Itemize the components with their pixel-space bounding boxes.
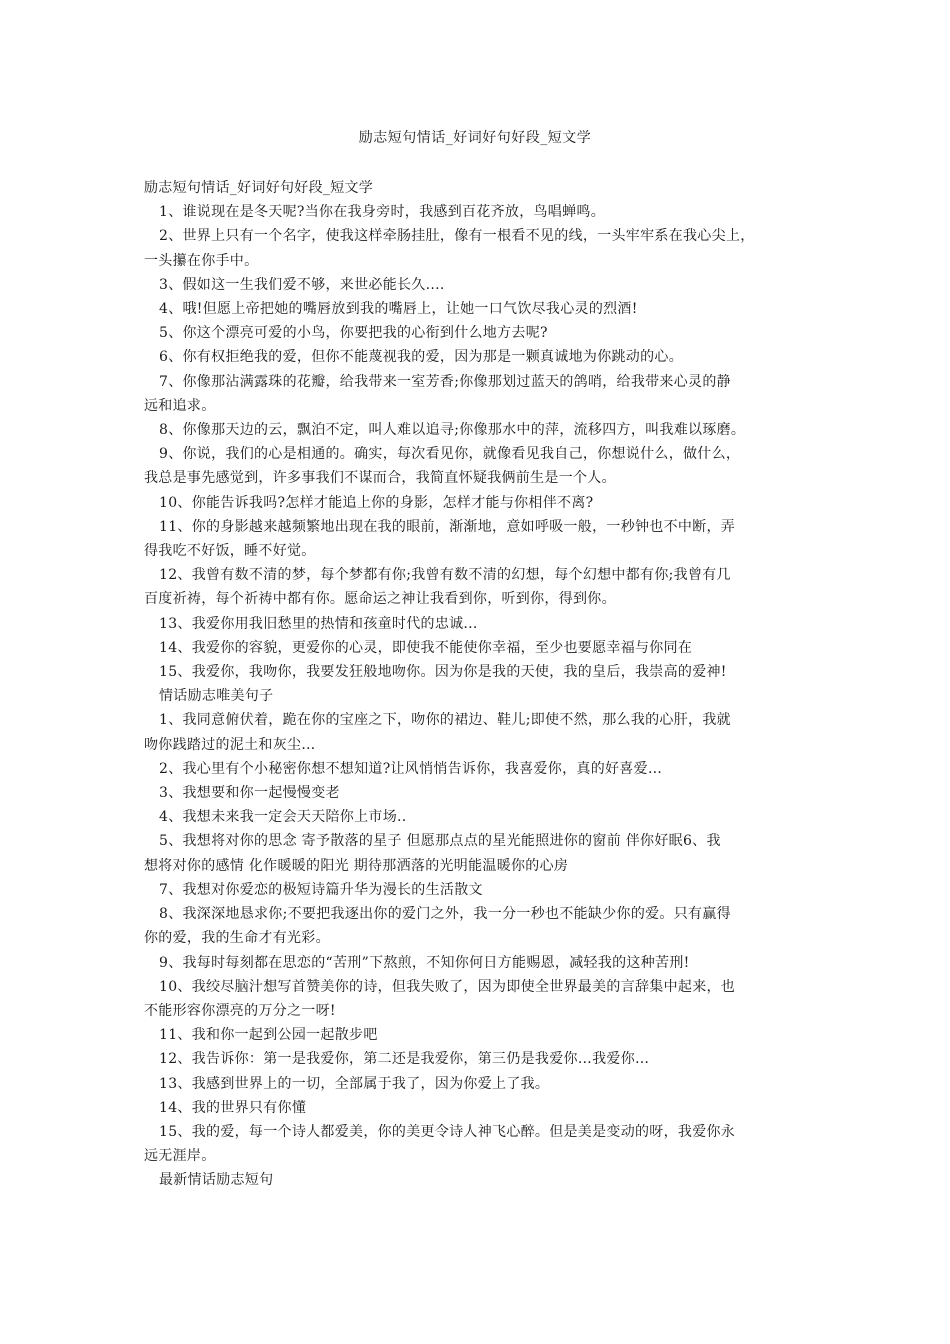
text-line: 6、你有权拒绝我的爱，但你不能蔑视我的爱，因为那是一颗真诚地为你跳动的心。: [159, 349, 684, 366]
text-line: 9、我每时每刻都在思恋的“苦刑”下熬煎，不知你何日方能赐恩，减轻我的这种苦刑!: [159, 954, 690, 971]
text-line: 9、你说，我们的心是相通的。确实，每次看见你，就像看见我自己，你想说什么，做什么，: [159, 446, 741, 463]
text-line: 10、你能告诉我吗?怎样才能追上你的身影，怎样才能与你相伴不离?: [159, 494, 594, 511]
text-line: 4、哦!但愿上帝把她的嘴唇放到我的嘴唇上，让她一口气饮尽我心灵的烈酒!: [159, 301, 638, 318]
text-line: 15、我爱你，我吻你，我要发狂般地吻你。因为你是我的天使，我的皇后，我崇高的爱神!: [159, 664, 727, 681]
text-line: 想将对你的感情 化作暖暖的阳光 期待那洒落的光明能温暖你的心房: [144, 857, 569, 874]
text-line: 8、我深深地恳求你;不要把我逐出你的爱门之外，我一分一秒也不能缺少你的爱。只有赢得: [159, 906, 731, 923]
text-line: 4、我想未来我一定会天天陪你上市场..: [159, 809, 407, 826]
text-line: 5、我想将对你的思念 寄予散落的星子 但愿那点点的星光能照进你的窗前 伴你好眠6、我: [159, 833, 721, 850]
text-line: 2、我心里有个小秘密你想不想知道?让风悄悄告诉你，我喜爱你，真的好喜爱…: [159, 760, 663, 777]
text-line: 3、我想要和你一起慢慢变老: [159, 785, 340, 802]
document-title: 励志短句情话_好词好句好段_短文学: [358, 130, 592, 146]
text-line: 11、我和你一起到公园一起散步吧: [159, 1027, 378, 1044]
text-line: 12、我告诉你：第一是我爱你，第二还是我爱你，第三仍是我爱你…我爱你…: [159, 1051, 650, 1068]
text-line: 我总是事先感觉到，许多事我们不谋而合，我简直怀疑我俩前生是一个人。: [144, 470, 616, 487]
text-line: 2、世界上只有一个名字，使我这样牵肠挂肚，像有一根看不见的线，一头牢牢系在我心尖上，: [159, 228, 755, 245]
text-line: 5、你这个漂亮可爱的小鸟，你要把我的心衔到什么地方去呢?: [159, 325, 548, 342]
text-line: 吻你践踏过的泥土和灰尘…: [144, 736, 316, 753]
text-line: 3、假如这一生我们爱不够，来世必能长久....: [159, 276, 445, 293]
text-line: 10、我绞尽脑汁想写首赞美你的诗，但我失败了，因为即使全世界最美的言辞集中起来，也: [159, 978, 736, 995]
document-body: [144, 176, 816, 1193]
text-line: 一头攥在你手中。: [144, 252, 259, 269]
text-line: 7、你像那沾满露珠的花瓣，给我带来一室芳香;你像那划过蓝天的鸽哨，给我带来心灵的静: [159, 373, 731, 390]
text-line: 14、我的世界只有你懂: [159, 1099, 307, 1116]
text-line: 你的爱，我的生命才有光彩。: [144, 930, 330, 947]
text-line: 得我吃不好饭，睡不好觉。: [144, 543, 316, 560]
text-line: 8、你像那天边的云，飘泊不定，叫人难以追寻;你像那水中的萍，流移四方，叫我难以琢磨。: [159, 422, 746, 439]
text-line: 11、你的身影越来越频繁地出现在我的眼前，渐渐地，意如呼吸一般，一秒钟也不中断，弄: [159, 518, 736, 535]
text-line: 13、我爱你用我旧愁里的热情和孩童时代的忠诚...: [159, 615, 478, 632]
text-line: 远和追求。: [144, 397, 216, 414]
text-line: 百度祈祷，每个祈祷中都有你。愿命运之神让我看到你，听到你，得到你。: [144, 591, 616, 608]
text-line: 14、我爱你的容貌，更爱你的心灵，即使我不能使你幸福，至少也要愿幸福与你同在: [159, 639, 693, 656]
text-line: 不能形容你漂亮的万分之一呀!: [144, 1002, 336, 1019]
text-line: 13、我感到世界上的一切，全部属于我了，因为你爱上了我。: [159, 1075, 550, 1092]
text-line: 远无涯岸。: [144, 1148, 216, 1165]
text-line: 情话励志唯美句子: [159, 688, 274, 705]
text-line: 1、谁说现在是冬天呢?当你在我身旁时，我感到百花齐放，鸟唱蝉鸣。: [159, 204, 606, 221]
text-line: 15、我的爱，每一个诗人都爱美，你的美更令诗人神飞心醉。但是美是变动的呀，我爱你永: [159, 1123, 736, 1140]
text-line: 12、我曾有数不清的梦，每个梦都有你;我曾有数不清的幻想，每个幻想中都有你;我曾有几: [159, 567, 731, 584]
text-line: 7、我想对你爱恋的极短诗篇升华为漫长的生活散文: [159, 881, 483, 898]
text-line: 1、我同意俯伏着，跪在你的宝座之下，吻你的裙边、鞋儿;即使不然，那么我的心肝，我就: [159, 712, 731, 729]
text-line: 励志短句情话_好词好句好段_短文学: [144, 180, 374, 196]
text-line: 最新情话励志短句: [159, 1172, 274, 1189]
